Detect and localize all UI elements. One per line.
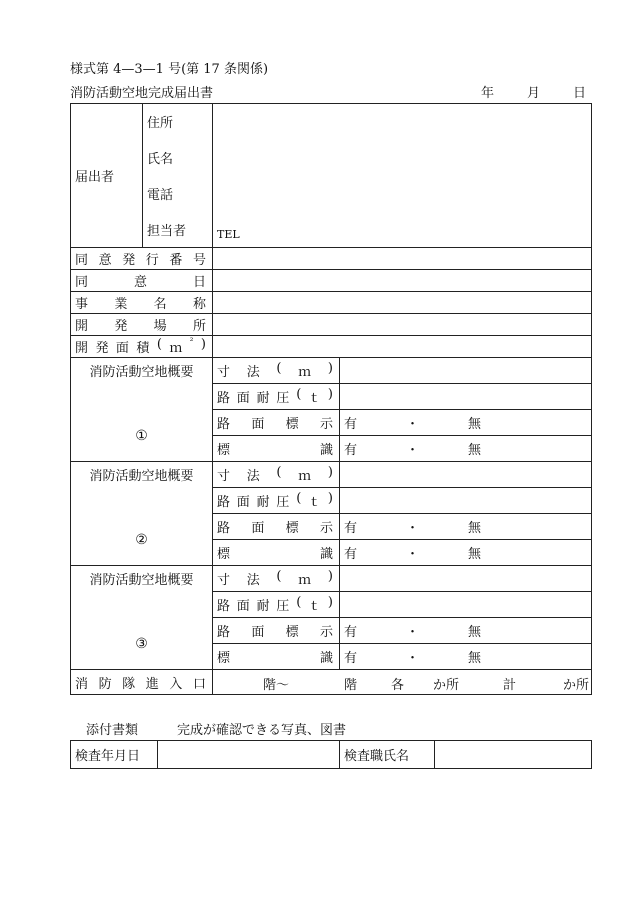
- marking-choice[interactable]: 有 ・ 無: [344, 417, 481, 432]
- pressure-label: 路 面 耐 圧 ( ｔ ): [217, 387, 333, 406]
- entrance-floor-from: 階～: [263, 678, 290, 693]
- notification-table: [70, 103, 592, 695]
- attachment-text: 完成が確認できる写真、図書: [177, 723, 347, 738]
- size-label: 寸 法 ( ｍ ): [217, 465, 333, 484]
- sign-choice[interactable]: 有 ・ 無: [344, 443, 481, 458]
- marking-label: 路 面 標 示: [217, 521, 333, 536]
- space-block-2: [71, 462, 213, 566]
- space-number-3: ③: [135, 636, 148, 652]
- entrance-value[interactable]: [213, 670, 592, 695]
- development-area-label: 開 発 面 積 ( ｍ ² ): [75, 337, 206, 356]
- sign-choice[interactable]: 有 ・ 無: [344, 547, 481, 562]
- space-summary-label: 消防活動空地概要: [89, 573, 194, 588]
- consent-number-label: 同 意 発 行 番 号: [75, 253, 206, 268]
- form-number: 様式第 4—3—1 号(第 17 条関係): [70, 62, 269, 77]
- marking-choice[interactable]: 有 ・ 無: [344, 625, 481, 640]
- development-area-value[interactable]: [213, 336, 592, 358]
- entrance-each: 各: [391, 678, 405, 693]
- marking-label: 路 面 標 示: [217, 417, 333, 432]
- inspection-table: [70, 740, 592, 769]
- space-block-3: [71, 566, 213, 670]
- space-number-2: ②: [135, 532, 148, 548]
- attachment-label: 添付書類: [86, 723, 139, 738]
- pressure-value[interactable]: [340, 592, 592, 618]
- development-place-value[interactable]: [213, 314, 592, 336]
- size-label: 寸 法 ( ｍ ): [217, 569, 333, 588]
- phone-value[interactable]: [213, 176, 592, 212]
- pressure-value[interactable]: [340, 384, 592, 410]
- sign-choice[interactable]: 有 ・ 無: [344, 651, 481, 666]
- project-name-value[interactable]: [213, 292, 592, 314]
- phone-label: 電話: [143, 176, 213, 212]
- consent-number-value[interactable]: [213, 248, 592, 270]
- space-number-1: ①: [135, 428, 148, 444]
- consent-date-label: 同 意 日: [75, 275, 206, 290]
- space-summary-label: 消防活動空地概要: [89, 365, 194, 380]
- sign-label: 標 識: [217, 651, 333, 666]
- sign-label: 標 識: [217, 443, 333, 458]
- size-value[interactable]: [340, 462, 592, 488]
- marking-choice[interactable]: 有 ・ 無: [344, 521, 481, 536]
- space-block-1: [71, 358, 213, 462]
- document-title: 消防活動空地完成届出書: [70, 86, 214, 101]
- address-label: 住所: [143, 104, 213, 140]
- pressure-label: 路 面 耐 圧 ( ｔ ): [217, 491, 333, 510]
- space-summary-label: 消防活動空地概要: [89, 469, 194, 484]
- project-name-label: 事 業 名 称: [75, 297, 206, 312]
- size-label: 寸 法 ( ｍ ): [217, 361, 333, 380]
- entrance-places: か所: [433, 678, 460, 693]
- entrance-total-places: か所: [563, 678, 590, 693]
- inspector-name-label: 検査職氏名: [340, 741, 435, 769]
- pressure-value[interactable]: [340, 488, 592, 514]
- entrance-total: 計: [503, 678, 517, 693]
- development-place-label: 開 発 場 所: [75, 319, 206, 334]
- sign-label: 標 識: [217, 547, 333, 562]
- marking-label: 路 面 標 示: [217, 625, 333, 640]
- contact-tel[interactable]: TEL: [213, 212, 592, 248]
- inspection-date-label: 検査年月日: [71, 741, 158, 769]
- name-value[interactable]: [213, 140, 592, 176]
- address-value[interactable]: [213, 104, 592, 140]
- inspection-date-value[interactable]: [158, 741, 340, 769]
- entrance-label: 消 防 隊 進 入 口: [75, 676, 206, 692]
- entrance-floor-to: 階: [344, 678, 358, 693]
- date-day: 日: [573, 86, 587, 101]
- contact-label: 担当者: [143, 212, 213, 248]
- date-month: 月: [527, 86, 541, 101]
- name-label: 氏名: [143, 140, 213, 176]
- date-year: 年: [481, 86, 495, 101]
- consent-date-value[interactable]: [213, 270, 592, 292]
- size-value[interactable]: [340, 566, 592, 592]
- pressure-label: 路 面 耐 圧 ( ｔ ): [217, 595, 333, 614]
- inspector-name-value[interactable]: [435, 741, 592, 769]
- size-value[interactable]: [340, 358, 592, 384]
- applicant-label: 届出者: [71, 104, 143, 248]
